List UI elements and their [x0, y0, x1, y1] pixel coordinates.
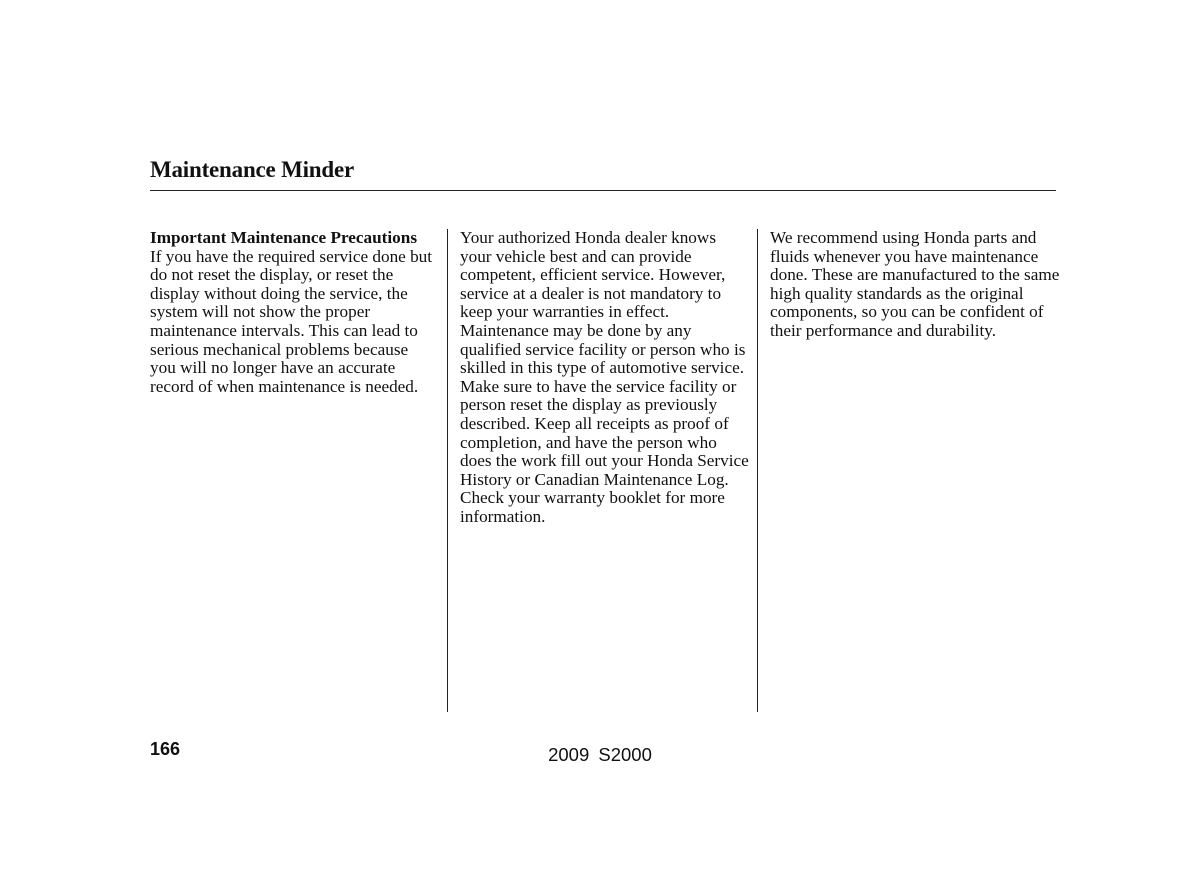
column-precautions [150, 229, 435, 396]
dealer-service-text: Your authorized Honda dealer knows your vehicle best and can provide competent, efficient service. However, service at a dealer is not mandatory to keep your warranties in effect. Maintenance may be done by any qualified service facility or person who is skilled in this type of automotive service. Make sure to have the service facility or person reset the display as previously described. Keep all receipts as proof of completion, and have the person who does the work fill out your Honda Service History or Canadian Maintenance Log. Check your warranty booklet for more information. [460, 228, 749, 526]
section-heading: Important Maintenance Precautions [150, 228, 418, 247]
footer-model-label: 2009 S2000 [548, 744, 652, 765]
column-dealer-service [460, 229, 750, 527]
honda-parts-text: We recommend using Honda parts and fluids whenever you have maintenance done. These are manufactured to the same high quality standards as the original components, so you can be confident of their performance and durability. [770, 228, 1060, 340]
column-honda-parts [770, 229, 1060, 341]
precautions-text: If you have the required service done but do not reset the display, or reset the display without doing the service, the system will not show the proper maintenance intervals. This can lead to serious mechanical problems because you will no longer have an accurate record of when maintenance is needed. [150, 246, 433, 396]
column-divider-2 [757, 229, 758, 712]
page-number: 166 [150, 739, 181, 759]
page-title: Maintenance Minder [150, 157, 355, 182]
title-divider [150, 190, 1056, 191]
column-divider-1 [447, 229, 448, 712]
